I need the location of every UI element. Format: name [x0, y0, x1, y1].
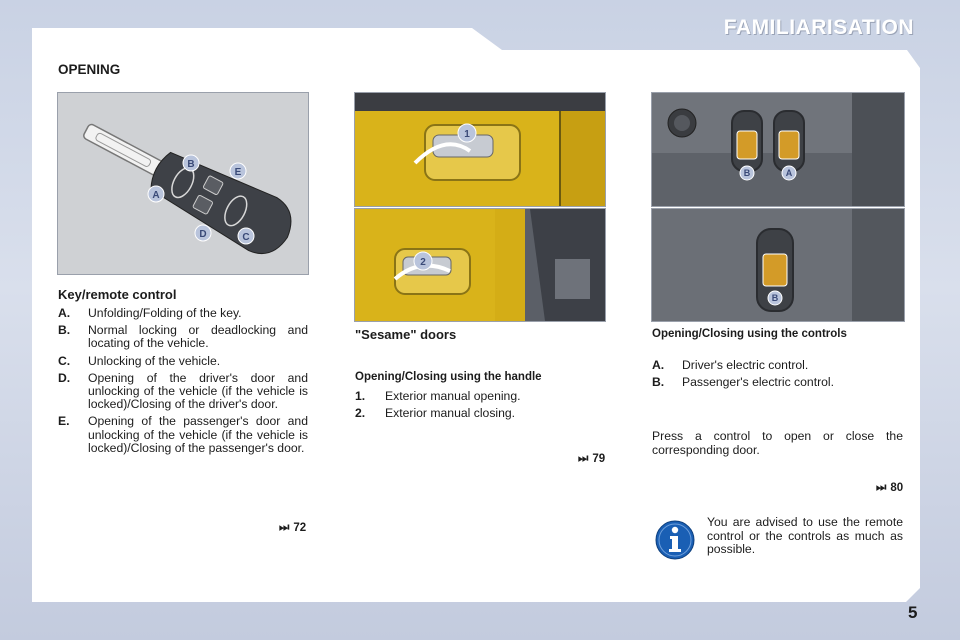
- item-text: Opening of the passenger's door and unlocking of the vehicle (if the vehicle is locked)/Closing of the passenger's door.: [88, 414, 308, 455]
- key-remote-heading: Key/remote control: [58, 287, 177, 302]
- item-text: Driver's electric control.: [682, 358, 809, 372]
- reference-page: 72: [293, 522, 307, 534]
- item-text: Passenger's electric control.: [682, 375, 835, 390]
- key-label-b: B: [187, 159, 195, 170]
- item-letter: D.: [58, 370, 71, 385]
- item-letter: C.: [58, 353, 71, 368]
- item-letter: E.: [58, 414, 70, 429]
- list-item: [58, 372, 308, 412]
- control-label-b: B: [743, 168, 751, 178]
- item-letter: B.: [652, 375, 665, 390]
- item-text: Exterior manual closing.: [385, 406, 516, 421]
- list-item: [355, 407, 605, 420]
- item-letter: 1.: [355, 389, 366, 403]
- list-item: [652, 359, 902, 372]
- page-header-title: FAMILIARISATION: [723, 16, 914, 39]
- key-remote-illustration: [58, 93, 308, 274]
- item-letter: 2.: [355, 406, 366, 421]
- item-text: Opening of the driver's door and unlocking of the vehicle (if the vehicle is locked)/Closing of the driver's door.: [88, 370, 308, 412]
- sesame-doors-heading: "Sesame" doors: [355, 327, 457, 342]
- control-label-b-rear: B: [771, 293, 779, 303]
- door-handle-closing-image: [354, 208, 606, 322]
- info-icon: [655, 520, 695, 560]
- item-text: Unlocking of the vehicle.: [88, 353, 221, 368]
- list-item: [58, 355, 308, 368]
- door-handle-illustration: [355, 93, 605, 206]
- door-label-1: 1: [464, 129, 470, 140]
- page-reference-72[interactable]: [279, 522, 306, 535]
- reference-page: 80: [890, 482, 904, 494]
- key-label-d: D: [199, 229, 207, 240]
- page-reference-80[interactable]: [876, 482, 903, 495]
- item-text: Unfolding/Folding of the key.: [88, 306, 242, 320]
- key-label-c: C: [242, 232, 250, 243]
- dashboard-controls-illustration: [652, 93, 904, 206]
- forward-arrow-icon: ⏭: [876, 482, 887, 494]
- key-label-a: A: [152, 190, 160, 201]
- key-remote-list: [58, 307, 308, 459]
- press-control-text: Press a control to open or close the corresponding door.: [652, 429, 903, 457]
- page-number: 5: [908, 603, 918, 622]
- list-item: [652, 376, 902, 389]
- item-text: Normal locking or deadlocking and locating of the vehicle.: [88, 323, 308, 351]
- item-letter: A.: [58, 306, 71, 320]
- advice-text: You are advised to use the remote control or the controls as much as possible.: [707, 515, 903, 556]
- item-text: Exterior manual opening.: [385, 389, 521, 403]
- door-handle-opening-image: [354, 92, 606, 207]
- forward-arrow-icon: ⏭: [578, 453, 589, 465]
- door-closing-illustration: [355, 209, 605, 321]
- list-item: [355, 390, 605, 403]
- forward-arrow-icon: ⏭: [279, 522, 290, 534]
- door-label-2: 2: [420, 257, 426, 268]
- key-label-e: E: [234, 167, 242, 178]
- item-letter: A.: [652, 358, 665, 372]
- list-item: [58, 324, 308, 350]
- controls-list: [652, 359, 902, 393]
- key-remote-image: [57, 92, 309, 275]
- page-reference-79[interactable]: [578, 453, 605, 466]
- controls-heading: Opening/Closing using the controls: [652, 328, 847, 340]
- handle-list: [355, 390, 605, 424]
- list-item: [58, 415, 308, 455]
- item-letter: B.: [58, 323, 71, 338]
- list-item: [58, 307, 308, 320]
- rear-control-illustration: [652, 209, 904, 321]
- reference-page: 79: [592, 453, 606, 465]
- rear-control-image: [651, 208, 905, 322]
- section-title: OPENING: [58, 62, 121, 77]
- control-label-a: A: [785, 168, 793, 178]
- handle-subheading: Opening/Closing using the handle: [355, 371, 542, 383]
- dashboard-controls-image: [651, 92, 905, 207]
